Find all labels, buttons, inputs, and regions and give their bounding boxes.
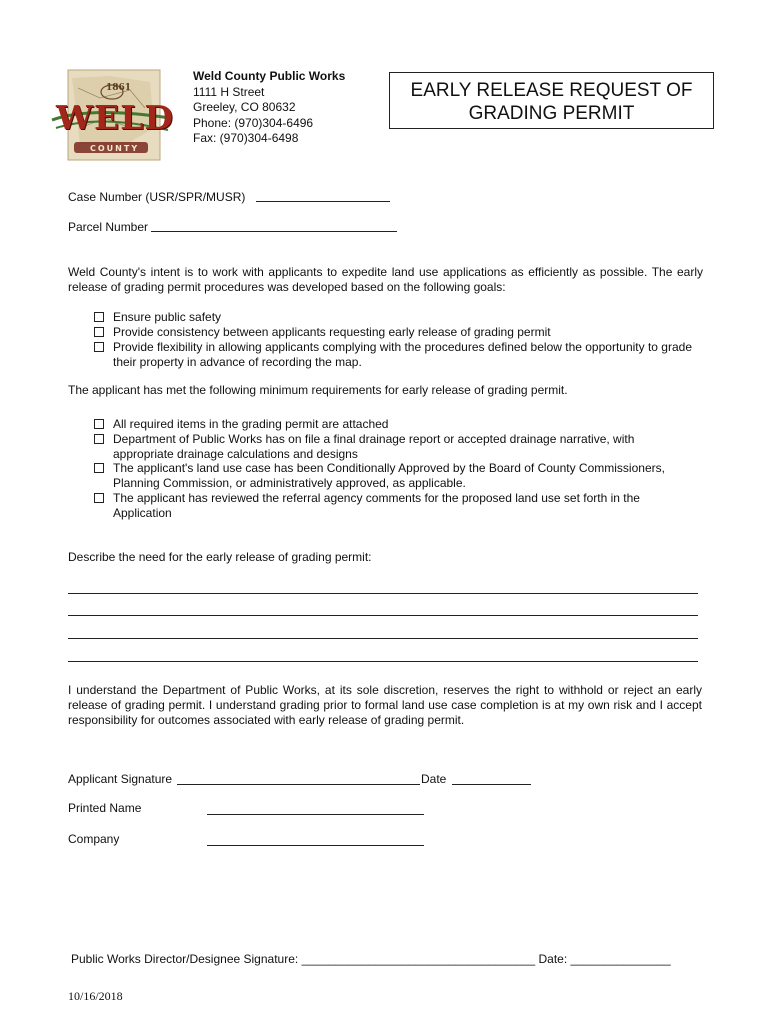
org-name: Weld County Public Works (193, 69, 346, 83)
goal-item-1: Ensure public safety (113, 310, 222, 324)
parcel-number-field[interactable] (151, 231, 397, 232)
goal-checkbox-1[interactable] (94, 312, 104, 322)
weld-county-logo (50, 68, 175, 164)
describe-line-2[interactable] (68, 615, 698, 616)
goal-item-2: Provide consistency between applicants requesting early release of grading permit (113, 325, 551, 339)
company-field[interactable] (207, 845, 424, 846)
footer-date: 10/16/2018 (68, 989, 123, 1003)
requirement-checkbox-3[interactable] (94, 463, 104, 473)
parcel-number-label: Parcel Number (68, 220, 149, 234)
applicant-date-field[interactable] (452, 784, 531, 785)
applicant-signature-field[interactable] (177, 784, 420, 785)
requirement-item-4: The applicant has reviewed the referral agency comments for the proposed land use set forth in the Application (113, 491, 640, 520)
case-number-label: Case Number (USR/SPR/MUSR) (68, 190, 246, 204)
director-date-field[interactable]: _______________ (570, 952, 671, 966)
address-block (193, 69, 345, 147)
director-signature-field[interactable]: ___________________________________ (301, 952, 536, 966)
printed-name-field[interactable] (207, 814, 424, 815)
describe-line-4[interactable] (68, 661, 698, 662)
describe-line-1[interactable] (68, 593, 698, 594)
fax-number: Fax: (970)304-6498 (193, 131, 299, 145)
applicant-date-label: Date (421, 772, 447, 786)
goal-checkbox-3[interactable] (94, 342, 104, 352)
director-date-label: Date: (538, 952, 568, 966)
printed-name-label: Printed Name (68, 801, 142, 815)
understand-paragraph: I understand the Department of Public Works, at its sole discretion, reserves the right to withhold or reject an early release of grading permit. I understand grading prior to formal land use case completion is at my own risk and I accept responsibility for outcomes associated with early release of grading permit. (68, 683, 702, 727)
logo-wordmark: WELD (56, 98, 175, 137)
requirement-checkbox-4[interactable] (94, 493, 104, 503)
director-signature-row (71, 952, 671, 967)
title-line-1: EARLY RELEASE REQUEST OF (410, 80, 693, 101)
requirement-item-1: All required items in the grading permit are attached (113, 417, 389, 431)
title-line-2: GRADING PERMIT (468, 103, 635, 124)
case-number-field[interactable] (256, 201, 390, 202)
form-title (389, 72, 714, 129)
requirement-item-3: The applicant's land use case has been Conditionally Approved by the Board of County Commissioners, Planning Commission, or administratively approved, as applicable. (113, 461, 665, 490)
goal-item-3: Provide flexibility in allowing applicants complying with the procedures defined below the opportunity to grade their property in advance of recording the map. (113, 340, 692, 369)
director-signature-label: Public Works Director/Designee Signature: (71, 952, 299, 966)
requirements-intro: The applicant has met the following minimum requirements for early release of grading permit. (68, 383, 568, 397)
requirement-item-2: Department of Public Works has on file a final drainage report or accepted drainage narrative, with appropriate drainage calculations and designs (113, 432, 635, 461)
requirement-checkbox-1[interactable] (94, 419, 104, 429)
describe-label: Describe the need for the early release of grading permit: (68, 550, 372, 564)
phone-number: Phone: (970)304-6496 (193, 115, 314, 130)
logo-year: 1861 (106, 83, 132, 93)
city-state-zip: Greeley, CO 80632 (193, 100, 296, 114)
requirement-checkbox-2[interactable] (94, 434, 104, 444)
intro-paragraph: Weld County's intent is to work with applicants to expedite land use applications as efficiently as possible. The early release of grading permit procedures was developed based on the following goals: (68, 265, 703, 294)
goal-checkbox-2[interactable] (94, 327, 104, 337)
logo-subtext: COUNTY (90, 144, 140, 153)
street-address: 1111 H Street (193, 84, 265, 99)
applicant-signature-label: Applicant Signature (68, 772, 173, 786)
company-label: Company (68, 832, 120, 846)
describe-line-3[interactable] (68, 638, 698, 639)
